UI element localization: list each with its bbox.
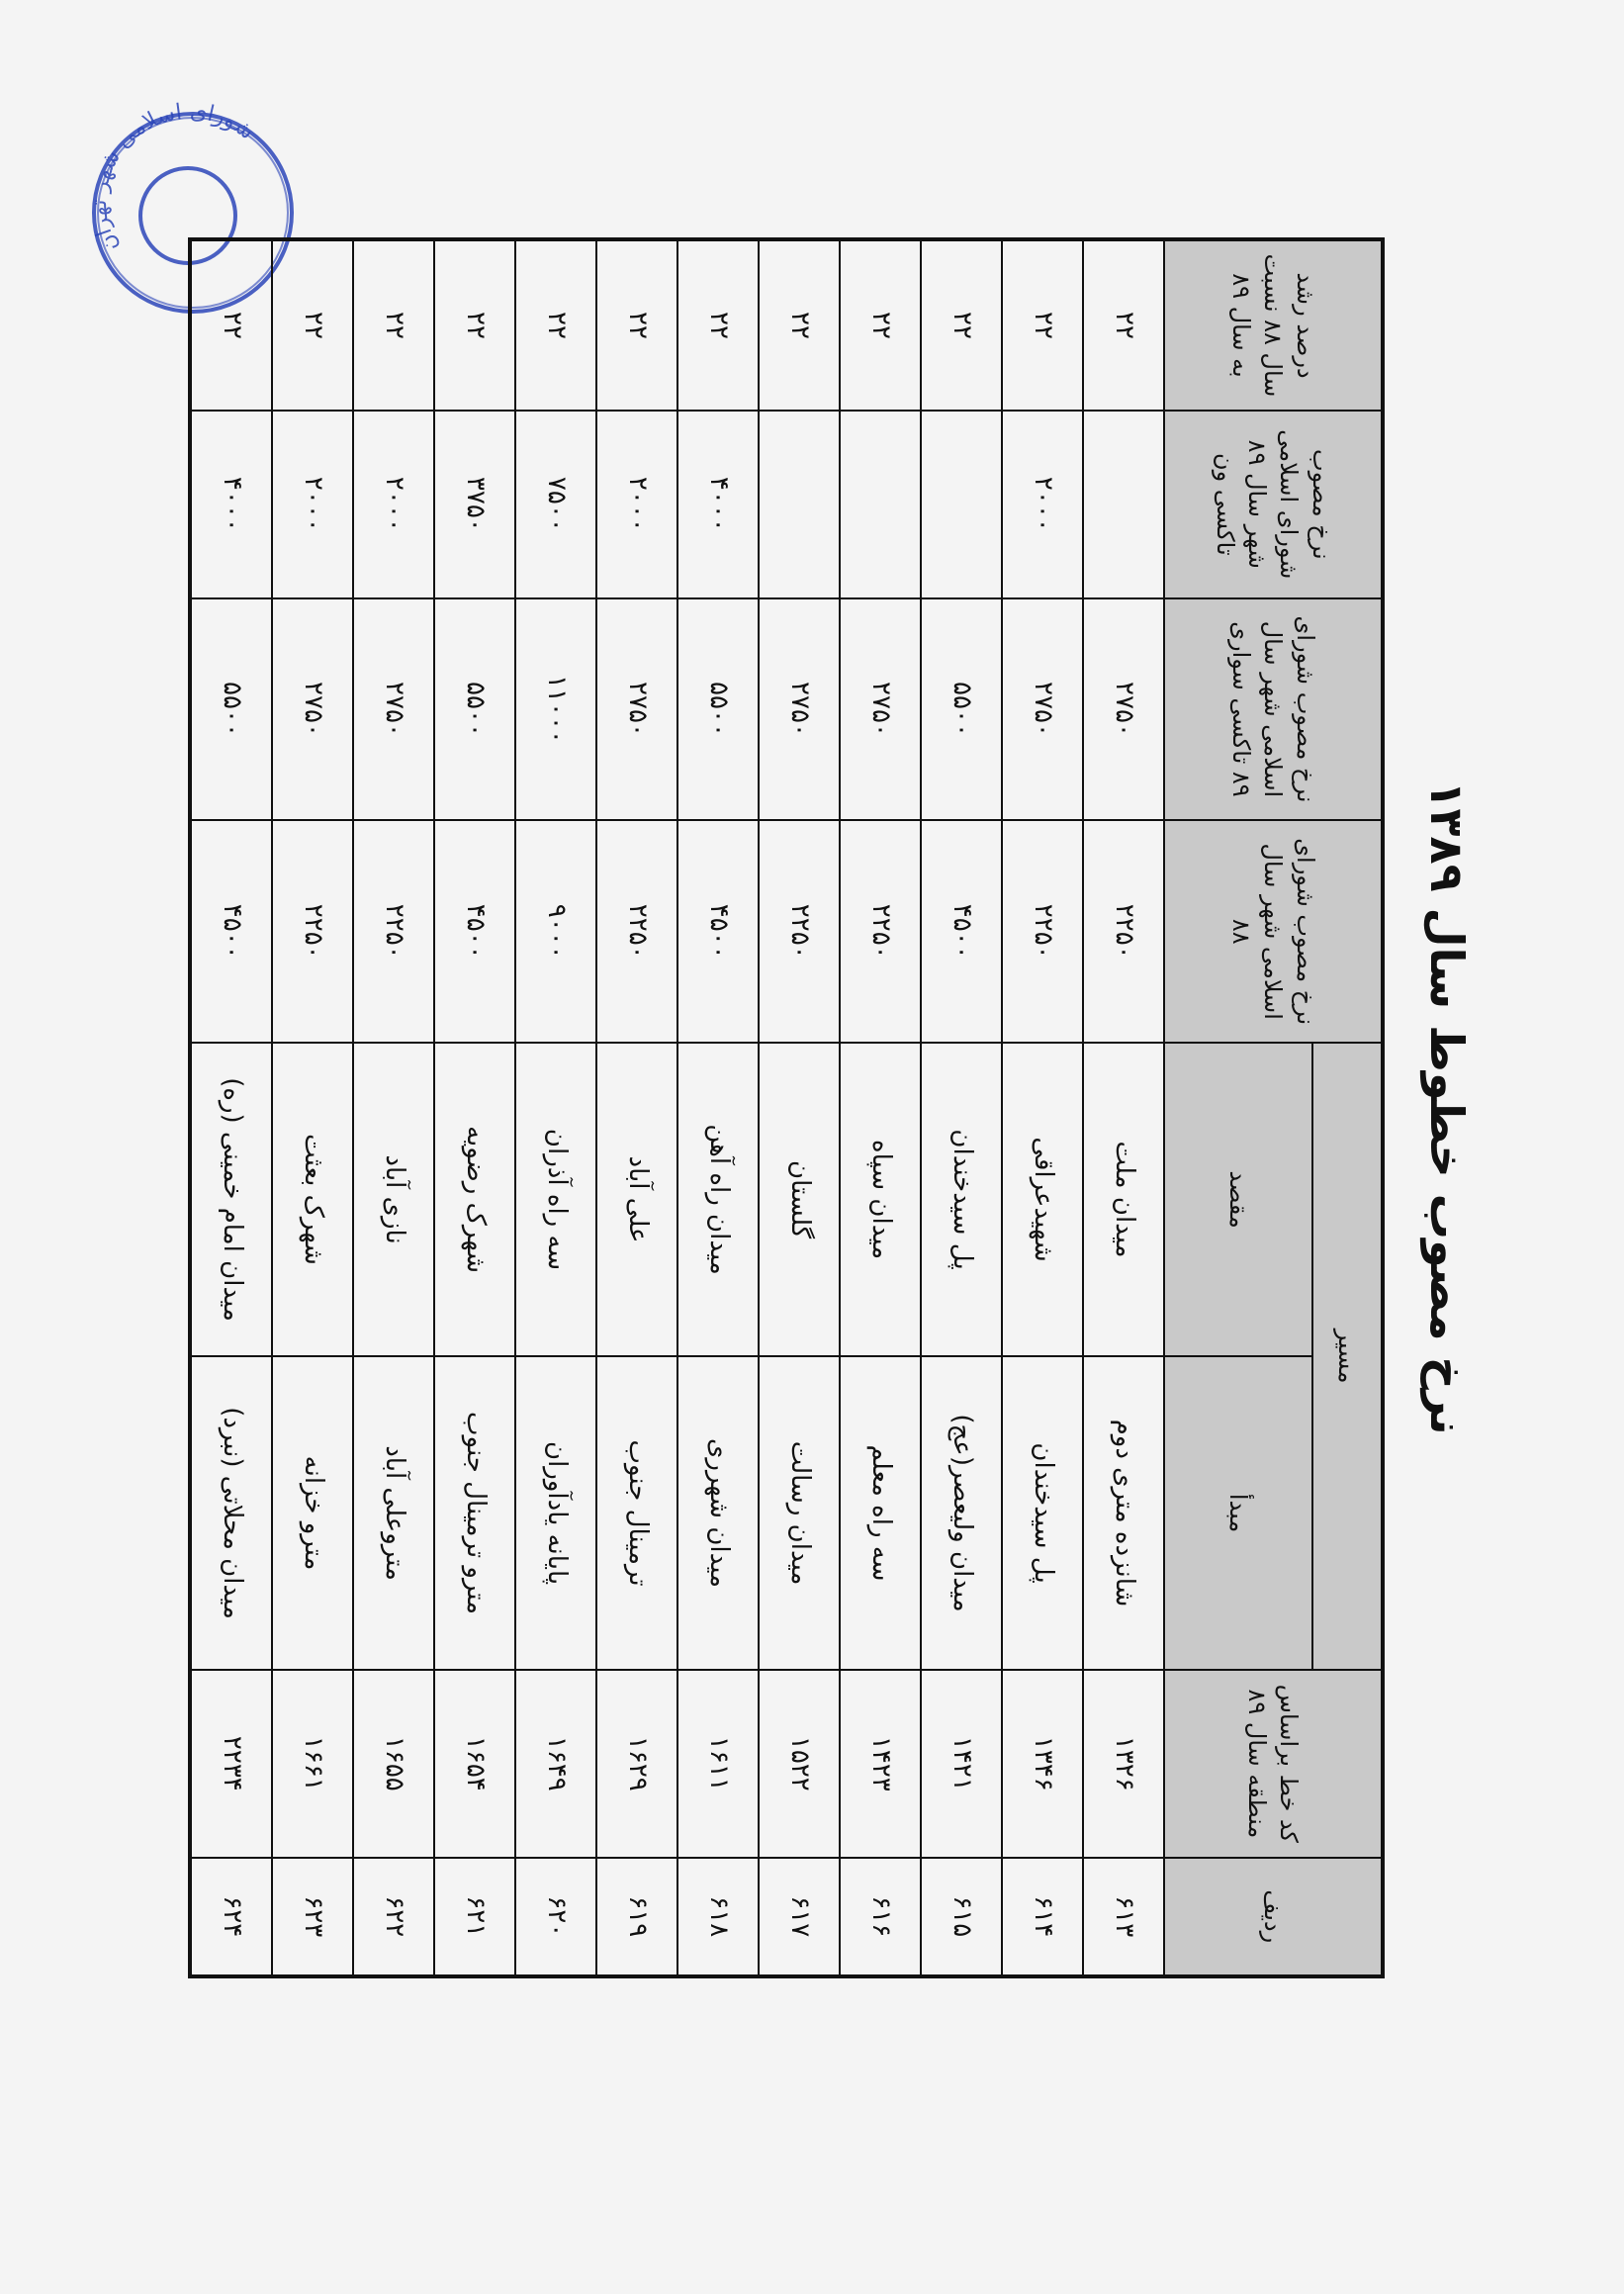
header-taxi89: نرخ مصوب شورای اسلامی شهر سال ۸۹ تاکسی سواری (1164, 598, 1383, 821)
table-row (1083, 239, 1164, 1976)
cell-mabda: میدان ولیعصر(عج) (921, 1356, 1002, 1670)
header-mabda: مبدأ (1164, 1356, 1312, 1670)
cell-roshd: ۲۲ (515, 239, 596, 411)
cell-mabda: پایانه یادآوران (515, 1356, 596, 1670)
cell-maqsad: علی آباد (596, 1043, 677, 1356)
cell-van89: ۷۵۰۰ (515, 411, 596, 598)
cell-mabda: متروعلی آباد (353, 1356, 434, 1670)
cell-van89 (759, 411, 840, 598)
header-nerkh88: نرخ مصوب شورای اسلامی شهر سال ۸۸ (1164, 820, 1383, 1043)
cell-mabda: سه راه معلم (840, 1356, 921, 1670)
cell-nerkh88: ۲۲۵۰ (596, 820, 677, 1043)
cell-roshd: ۲۲ (921, 239, 1002, 411)
cell-maqsad: میدان امام خمینی (ره) (190, 1043, 272, 1356)
cell-radif: ۶۲۳ (272, 1858, 353, 1976)
table-row (515, 239, 596, 1976)
cell-maqsad: شهرک رضویه (434, 1043, 515, 1356)
cell-nerkh88: ۲۲۵۰ (759, 820, 840, 1043)
cell-khat: ۱۴۲۳ (840, 1670, 921, 1858)
cell-maqsad: پل سیدخندان (921, 1043, 1002, 1356)
cell-van89 (1083, 411, 1164, 598)
cell-maqsad: میدان راه آهن (677, 1043, 759, 1356)
cell-van89: ۲۰۰۰ (272, 411, 353, 598)
cell-nerkh88: ۴۵۰۰ (921, 820, 1002, 1043)
cell-radif: ۶۱۳ (1083, 1858, 1164, 1976)
table-row (921, 239, 1002, 1976)
cell-radif: ۶۲۱ (434, 1858, 515, 1976)
cell-taxi89: ۲۷۵۰ (759, 598, 840, 821)
rotated-content (198, 237, 1474, 1978)
cell-roshd: ۲۲ (677, 239, 759, 411)
cell-khat: ۱۳۴۶ (1002, 1670, 1083, 1858)
cell-taxi89: ۲۷۵۰ (1002, 598, 1083, 821)
cell-khat: ۱۶۵۴ (434, 1670, 515, 1858)
cell-roshd: ۲۲ (190, 239, 272, 411)
table-row (353, 239, 434, 1976)
cell-mabda: مترو ترمینال جنوب (434, 1356, 515, 1670)
header-radif: ردیف (1164, 1858, 1383, 1976)
table-row (434, 239, 515, 1976)
table-row (840, 239, 921, 1976)
cell-radif: ۶۱۴ (1002, 1858, 1083, 1976)
cell-mabda: میدان رسالت (759, 1356, 840, 1670)
cell-nerkh88: ۲۲۵۰ (1083, 820, 1164, 1043)
cell-khat: ۱۴۲۱ (921, 1670, 1002, 1858)
cell-radif: ۶۱۹ (596, 1858, 677, 1976)
cell-radif: ۶۱۸ (677, 1858, 759, 1976)
cell-nerkh88: ۴۵۰۰ (190, 820, 272, 1043)
cell-nerkh88: ۲۲۵۰ (840, 820, 921, 1043)
cell-taxi89: ۲۷۵۰ (353, 598, 434, 821)
cell-maqsad: میدان ملت (1083, 1043, 1164, 1356)
cell-maqsad: شهیدعراقی (1002, 1043, 1083, 1356)
table-row (677, 239, 759, 1976)
cell-maqsad: شهرک بعثت (272, 1043, 353, 1356)
cell-radif: ۶۲۰ (515, 1858, 596, 1976)
cell-taxi89: ۵۵۰۰ (190, 598, 272, 821)
cell-radif: ۶۱۵ (921, 1858, 1002, 1976)
cell-van89: ۴۰۰۰ (677, 411, 759, 598)
cell-van89: ۲۰۰۰ (353, 411, 434, 598)
cell-radif: ۶۱۷ (759, 1858, 840, 1976)
cell-radif: ۶۲۲ (353, 1858, 434, 1976)
cell-mabda: میدان شهرری (677, 1356, 759, 1670)
header-van89: نرخ مصوب شورای اسلامی شهر سال ۸۹ تاکسی ون (1164, 411, 1383, 598)
cell-khat: ۱۳۲۶ (1083, 1670, 1164, 1858)
cell-maqsad: میدان سپاه (840, 1043, 921, 1356)
cell-taxi89: ۲۷۵۰ (840, 598, 921, 821)
cell-roshd: ۲۲ (434, 239, 515, 411)
table-row (759, 239, 840, 1976)
cell-khat: ۲۲۳۴ (190, 1670, 272, 1858)
table-row (272, 239, 353, 1976)
cell-roshd: ۲۲ (272, 239, 353, 411)
cell-khat: ۱۵۲۲ (759, 1670, 840, 1858)
cell-taxi89: ۲۷۵۰ (272, 598, 353, 821)
cell-van89 (840, 411, 921, 598)
cell-taxi89: ۵۵۰۰ (434, 598, 515, 821)
cell-mabda: مترو خزانه (272, 1356, 353, 1670)
cell-van89 (921, 411, 1002, 598)
cell-mabda: میدان محلاتی (نبرد) (190, 1356, 272, 1670)
cell-mabda: پل سیدخندان (1002, 1356, 1083, 1670)
cell-van89: ۴۰۰۰ (190, 411, 272, 598)
fare-table (188, 237, 1385, 1978)
stamp-text: شورای اسلامی شهر تهران (87, 99, 259, 256)
cell-taxi89: ۲۷۵۰ (596, 598, 677, 821)
cell-roshd: ۲۲ (1083, 239, 1164, 411)
cell-khat: ۱۶۶۱ (272, 1670, 353, 1858)
cell-nerkh88: ۲۲۵۰ (272, 820, 353, 1043)
cell-nerkh88: ۲۲۵۰ (353, 820, 434, 1043)
header-khat: کد خط براساس منطقه سال ۸۹ (1164, 1670, 1383, 1858)
table-row (596, 239, 677, 1976)
cell-taxi89: ۵۵۰۰ (921, 598, 1002, 821)
cell-roshd: ۲۲ (596, 239, 677, 411)
header-masir: مسیر (1312, 1043, 1383, 1670)
table-row (1002, 239, 1083, 1976)
header-maqsad: مقصد (1164, 1043, 1312, 1356)
cell-van89: ۲۰۰۰ (1002, 411, 1083, 598)
page-title: نرخ مصوب خطوط سال ۱۳۸۹ (1420, 780, 1474, 1435)
cell-khat: ۱۶۴۹ (515, 1670, 596, 1858)
cell-taxi89: ۵۵۰۰ (677, 598, 759, 821)
cell-nerkh88: ۹۰۰۰ (515, 820, 596, 1043)
cell-radif: ۶۱۶ (840, 1858, 921, 1976)
cell-nerkh88: ۲۲۵۰ (1002, 820, 1083, 1043)
cell-maqsad: نازی آباد (353, 1043, 434, 1356)
cell-maqsad: گلستان (759, 1043, 840, 1356)
cell-taxi89: ۱۱۰۰۰ (515, 598, 596, 821)
cell-khat: ۱۶۵۵ (353, 1670, 434, 1858)
cell-taxi89: ۲۷۵۰ (1083, 598, 1164, 821)
cell-van89: ۲۰۰۰ (596, 411, 677, 598)
cell-nerkh88: ۴۵۰۰ (434, 820, 515, 1043)
cell-van89: ۳۷۵۰ (434, 411, 515, 598)
cell-mabda: شانزده متری دوم (1083, 1356, 1164, 1670)
header-roshd: درصد رشد سال ۸۸ نسبت به سال ۸۹ (1164, 239, 1383, 411)
cell-mabda: ترمینال جنوب (596, 1356, 677, 1670)
cell-roshd: ۲۲ (1002, 239, 1083, 411)
cell-roshd: ۲۲ (759, 239, 840, 411)
table-row (190, 239, 272, 1976)
cell-maqsad: سه راه آذران (515, 1043, 596, 1356)
cell-khat: ۱۶۲۹ (596, 1670, 677, 1858)
cell-nerkh88: ۴۵۰۰ (677, 820, 759, 1043)
cell-roshd: ۲۲ (353, 239, 434, 411)
cell-radif: ۶۲۴ (190, 1858, 272, 1976)
cell-khat: ۱۶۱۱ (677, 1670, 759, 1858)
cell-roshd: ۲۲ (840, 239, 921, 411)
